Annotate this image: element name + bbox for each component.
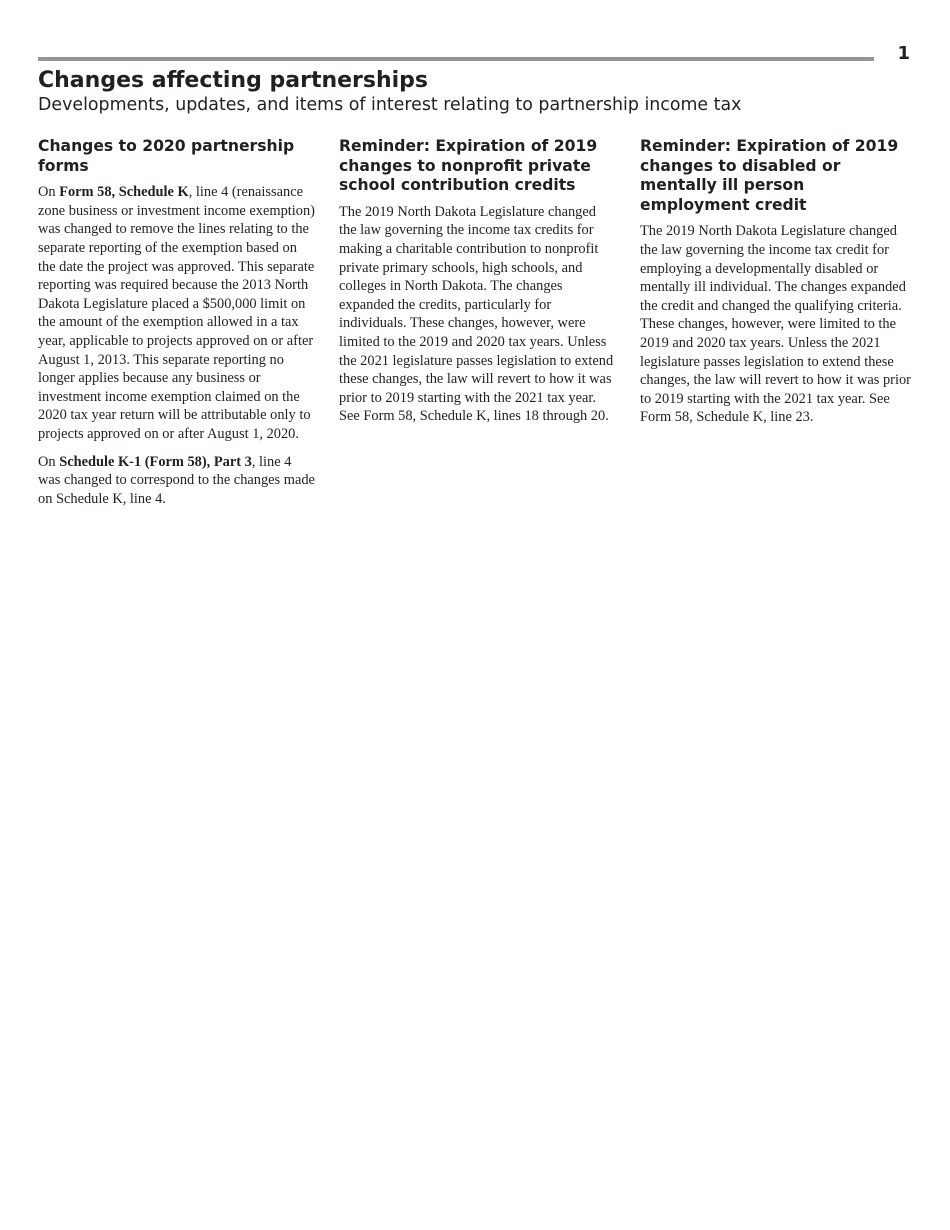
section-heading: Reminder: Expiration of 2019 changes to nonprofit private school contribution credits xyxy=(339,137,598,195)
section-school-contribution-credits xyxy=(339,137,617,435)
paragraph xyxy=(38,183,316,443)
page-number: 1 xyxy=(897,43,910,64)
page-subtitle: Developments, updates, and items of interest relating to partnership income tax xyxy=(38,95,742,115)
paragraph-lead: On xyxy=(38,453,60,470)
header-rule xyxy=(38,57,874,61)
section-heading: Reminder: Expiration of 2019 changes to disabled or mentally ill person employment credit xyxy=(640,137,899,214)
paragraph: The 2019 North Dakota Legislature changed the law governing the income tax credit for employing a developmentally disabled or mentally ill individual. The changes expanded the credit and changed the qualifying criteria. These changes, however, were limited to the 2019 and 2020 tax years. Unless the 2021 legislature passes legislation to extend these changes, the law will revert to how it was prior to 2019 starting with the 2021 tax year. See Form 58, Schedule K, line 23. xyxy=(640,223,911,426)
paragraph-text: , line 4 (renaissance zone business or investment income exemption) was changed to remove the lines relating to the separate reporting of the exemption based on the date the project was approved. This separate reporting was required because the 2013 North Dakota Legislature placed a $500,000 limit on the amount of the exemption allowed in a tax year, applicable to projects approved on or after August 1, 2013. This separate reporting no longer applies because any business or investment income exemption claimed on the 2020 tax year return will be attributable only to projects approved on or after August 1, 2020. xyxy=(38,184,315,442)
paragraph-lead: On xyxy=(38,184,60,201)
paragraph-text: , line 4 was changed to correspond to the changes made on Schedule K, line 4. xyxy=(38,453,315,507)
page-title: Changes affecting partnerships xyxy=(38,68,429,93)
section-employment-credit xyxy=(640,137,918,436)
form-reference: Form 58, Schedule K xyxy=(59,184,189,201)
paragraph xyxy=(38,453,316,509)
form-reference: Schedule K-1 (Form 58), Part 3 xyxy=(59,453,252,470)
section-heading: Changes to 2020 partnership forms xyxy=(38,137,295,175)
section-partnership-forms xyxy=(38,137,316,517)
paragraph: The 2019 North Dakota Legislature changed the law governing the income tax credits for making a charitable contribution to nonprofit private primary schools, high schools, and colleges in North Dakota. The changes expanded the credits, particularly for individuals. These changes, however, were limited to the 2019 and 2020 tax years. Unless the 2021 legislature passes legislation to extend these changes, the law will revert to how it was prior to 2019 starting with the 2021 tax year. See Form 58, Schedule K, lines 18 through 20. xyxy=(339,203,614,425)
